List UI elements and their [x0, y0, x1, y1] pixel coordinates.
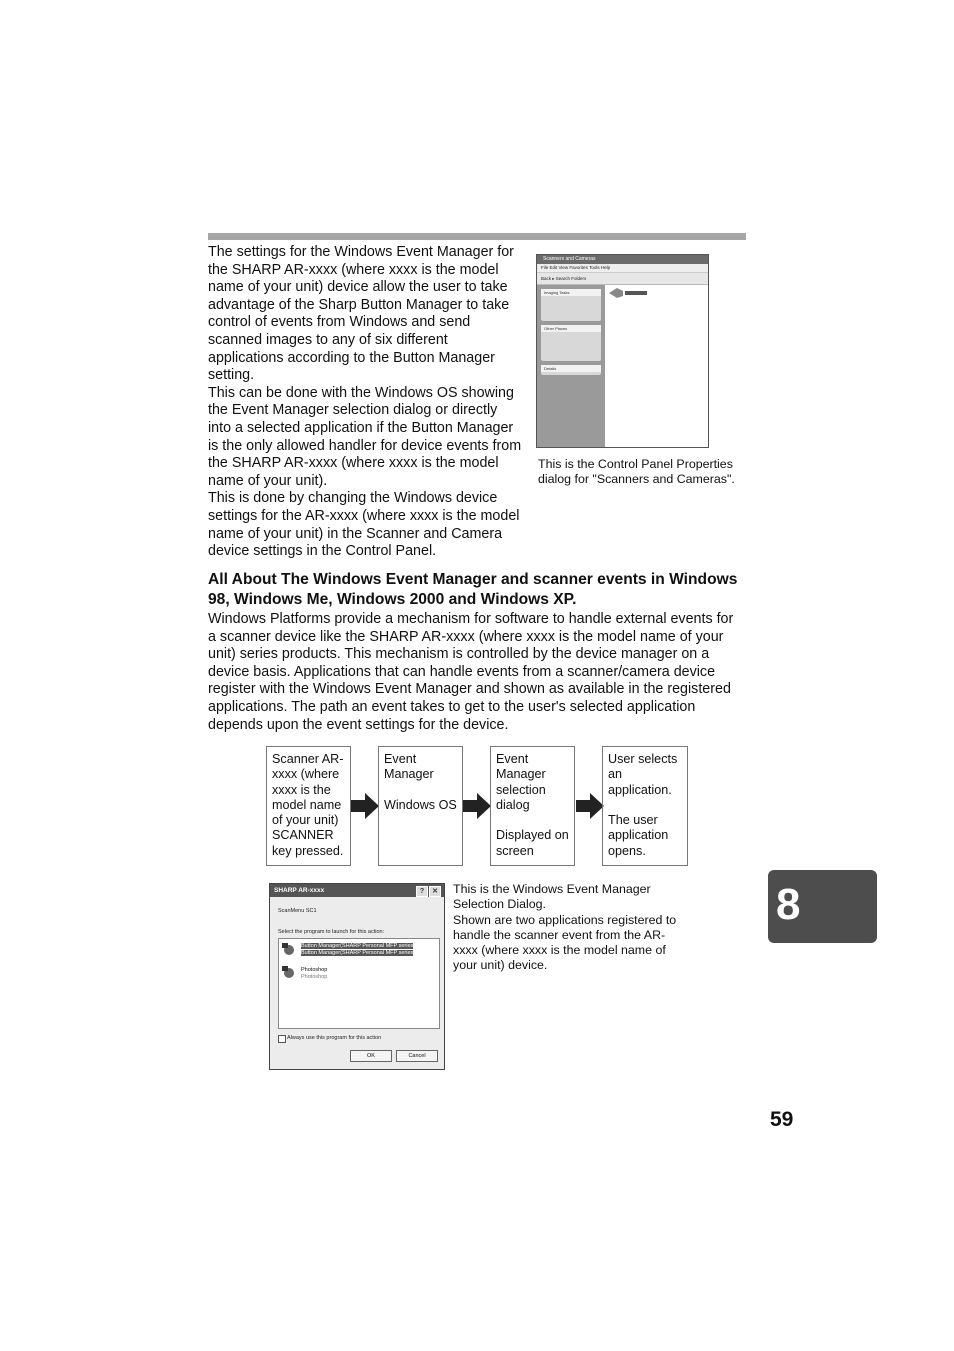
dialog-prompt: Select the program to launch for this action: [278, 929, 385, 935]
close-icon: ✕ [429, 886, 441, 897]
screenshot2-caption: This is the Windows Event Manager Selection Dialog. Shown are two applications registered to handle the scanner event from the AR-xxxx (where xxxx is the model name of your unit) device. [453, 882, 677, 973]
flow-step-selection-dialog: Event Manager selection dialog Displayed on screen [490, 746, 575, 866]
program-list [278, 938, 440, 1029]
screenshot-toolbar: Back ▸ Search Folders [537, 273, 708, 285]
dialog-title: SHARP AR-xxxx ? ✕ [270, 884, 444, 897]
section [208, 570, 744, 734]
program-item: Button Manager(SHARP Personal MFP series [301, 950, 414, 956]
flow-step-user-selects: User selects an application. The user application opens. [602, 746, 688, 866]
event-name: ScanMenu SC1 [278, 908, 317, 914]
app-icon [281, 965, 299, 979]
screenshot-title: Scanners and Cameras [537, 255, 708, 264]
flow-arrow-icon [576, 793, 604, 819]
flow-arrow-icon [351, 793, 379, 819]
program-item: Button Manager(SHARP Personal MFP series [301, 943, 414, 949]
section-body: Windows Platforms provide a mechanism for software to handle external events for a scanner device like the SHARP AR-xxxx (where xxxx is the model name of your unit) series products. This mechanism is controlled by the device manager on a device basis. Applications that can handle events from a scanner/camera device register with the Windows Event Manager and shown as available in the registered applications. The path an event takes to get to the user's selected application depends upon the event settings for the device. [208, 611, 734, 733]
screenshot1-caption: This is the Control Panel Properties dialog for "Scanners and Cameras". [538, 457, 735, 487]
top-rule [208, 233, 746, 240]
scanner-device-icon [609, 287, 649, 299]
intro-text [208, 244, 522, 561]
intro-paragraph-2: This can be done with the Windows OS showing the Event Manager selection dialog or directly into a selected application if the Button Manager is the only allowed handler for device events from the SHARP AR-xxxx (where xxxx is the model name of your unit). [208, 384, 522, 489]
flow-step-scanner: Scanner AR- xxxx (where xxxx is the model name of your unit) SCANNER key pressed. [266, 746, 351, 866]
details-panel: Details [541, 365, 601, 375]
intro-paragraph-3: This is done by changing the Windows device settings for the AR-xxxx (where xxxx is the model name of your unit) in the Scanner and Camera device settings in the Control Panel. [208, 490, 520, 560]
flow-arrow-icon [463, 793, 491, 819]
screenshot-menubar: File Edit View Favorites Tools Help [537, 264, 708, 273]
help-icon: ? [416, 886, 428, 897]
section-heading: All About The Windows Event Manager and scanner events in Windows 98, Windows Me, Windows 2000 and Windows XP. [208, 571, 738, 608]
ok-button: OK [350, 1050, 392, 1062]
scanners-cameras-screenshot [536, 254, 709, 448]
imaging-tasks-panel: Imaging Tasks [541, 289, 601, 321]
chapter-number: 8 [776, 880, 801, 929]
other-places-panel: Other Places [541, 325, 601, 361]
intro-paragraph-1: The settings for the Windows Event Manager for the SHARP AR-xxxx (where xxxx is the model name of your unit) device allow the user to take advantage of the Sharp Button Manager to take control of events from Windows and send scanned images to any of six different applications according to the Button Manager setting. [208, 244, 514, 384]
page-number: 59 [770, 1108, 794, 1131]
task-pane [537, 285, 605, 447]
app-icon [281, 942, 299, 956]
event-manager-dialog-screenshot [269, 883, 445, 1070]
always-label: Always use this program for this action [287, 1035, 382, 1041]
cancel-button: Cancel [396, 1050, 438, 1062]
always-checkbox [278, 1035, 286, 1043]
program-item: Photoshop [301, 974, 328, 980]
program-item: Photoshop [301, 967, 328, 973]
flow-step-event-manager: Event Manager Windows OS [378, 746, 463, 866]
